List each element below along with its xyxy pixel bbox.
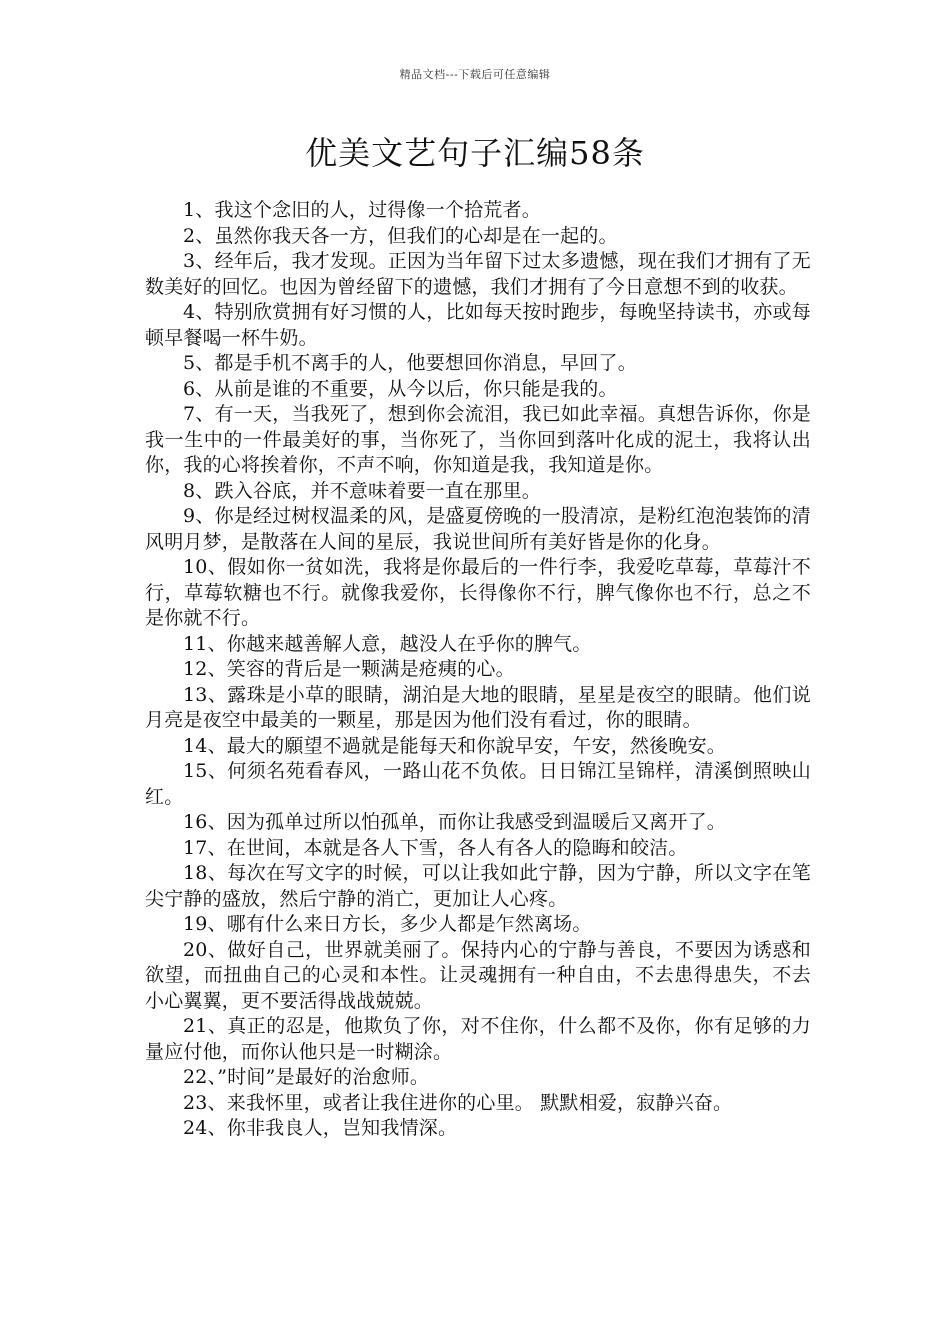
paragraph-19: 19、哪有什么来日方长，多少人都是乍然离场。 xyxy=(183,913,592,935)
paragraph-18: 18、每次在写文字的时候，可以让我如此宁静，因为宁静，所以文字在笔尖宁静的盛放，然后宁静的消亡，更加让人心疼。 xyxy=(145,862,811,910)
paragraph-15: 15、何须名苑看春风，一路山花不负侬。日日锦江呈锦样，清溪倒照映山红。 xyxy=(145,760,811,808)
paragraph-1: 1、我这个念旧的人，过得像一个拾荒者。 xyxy=(183,199,541,221)
paragraph-20: 20、做好自己，世界就美丽了。保持内心的宁静与善良，不要因为诱惑和欲望，而扭曲自己的心灵和本性。让灵魂拥有一种自由，不去患得患失，不去小心翼翼，更不要活得战战兢兢。 xyxy=(145,938,811,1012)
paragraph-8: 8、跌入谷底，并不意味着要一直在那里。 xyxy=(183,479,541,502)
paragraph-5: 5、都是手机不离手的人，他要想回你消息，早回了。 xyxy=(183,352,637,374)
paragraph-2: 2、虽然你我天各一方，但我们的心却是在一起的。 xyxy=(183,224,618,247)
paragraph-16: 16、因为孤单过所以怕孤单，而你让我感受到温暖后又离开了。 xyxy=(183,811,726,833)
document-title: 优美文艺句子汇编58条 xyxy=(305,134,645,172)
paragraph-7: 7、有一天，当我死了，想到你会流泪，我已如此幸福。真想告诉你，你是我一生中的一件最美好的事，当你死了，当你回到落叶化成的泥土，我将认出你，我的心将挨着你，不声不响，你知道是我，我知道是你。 xyxy=(145,403,811,476)
paragraph-24: 24、你非我良人，岂知我情深。 xyxy=(183,1117,458,1139)
paragraph-6: 6、从前是谁的不重要，从今以后，你只能是我的。 xyxy=(183,377,618,400)
document-body xyxy=(145,198,811,1142)
paragraph-22: 22、”时间”是最好的治愈师。 xyxy=(183,1066,430,1088)
paragraph-4: 4、特别欣赏拥有好习惯的人，比如每天按时跑步，每晚坚持读书，亦或每顿早餐喝一杯牛奶。 xyxy=(145,301,811,349)
paragraph-17: 17、在世间，本就是各人下雪，各人有各人的隐晦和皎洁。 xyxy=(183,836,688,859)
paragraph-3: 3、经年后，我才发现。正因为当年留下过太多遗憾，现在我们才拥有了无数美好的回忆。也因为曾经留下的遗憾，我们才拥有了今日意想不到的收获。 xyxy=(145,250,811,298)
paragraph-13: 13、露珠是小草的眼睛，湖泊是大地的眼睛，星星是夜空的眼睛。他们说月亮是夜空中最美的一颗星，那是因为他们没有看过，你的眼睛。 xyxy=(145,683,811,731)
paragraph-9: 9、你是经过树杈温柔的风，是盛夏傍晚的一股清凉，是粉红泡泡装饰的清风明月梦，是散落在人间的星辰，我说世间所有美好皆是你的化身。 xyxy=(145,505,811,553)
paragraph-23: 23、来我怀里，或者让我住进你的心里。 默默相爱，寂静兴奋。 xyxy=(183,1091,733,1114)
paragraph-14: 14、最大的願望不過就是能每天和你說早安，午安，然後晚安。 xyxy=(183,734,726,757)
paragraph-10: 10、假如你一贫如洗，我将是你最后的一件行李，我爱吃草莓，草莓汁不行，草莓软糖也不行。就像我爱你，长得像你不行，脾气像你也不行，总之不是你就不行。 xyxy=(145,556,811,629)
paragraph-12: 12、笑容的背后是一颗满是疮痍的心。 xyxy=(183,658,515,680)
header-note: 精品文档---下载后可任意编辑 xyxy=(399,68,551,81)
paragraph-11: 11、你越来越善解人意，越没人在乎你的脾气。 xyxy=(183,632,592,655)
paragraph-21: 21、真正的忍是，他欺负了你，对不住你，什么都不及你，你有足够的力量应付他，而你认他只是一时糊涂。 xyxy=(145,1015,811,1063)
